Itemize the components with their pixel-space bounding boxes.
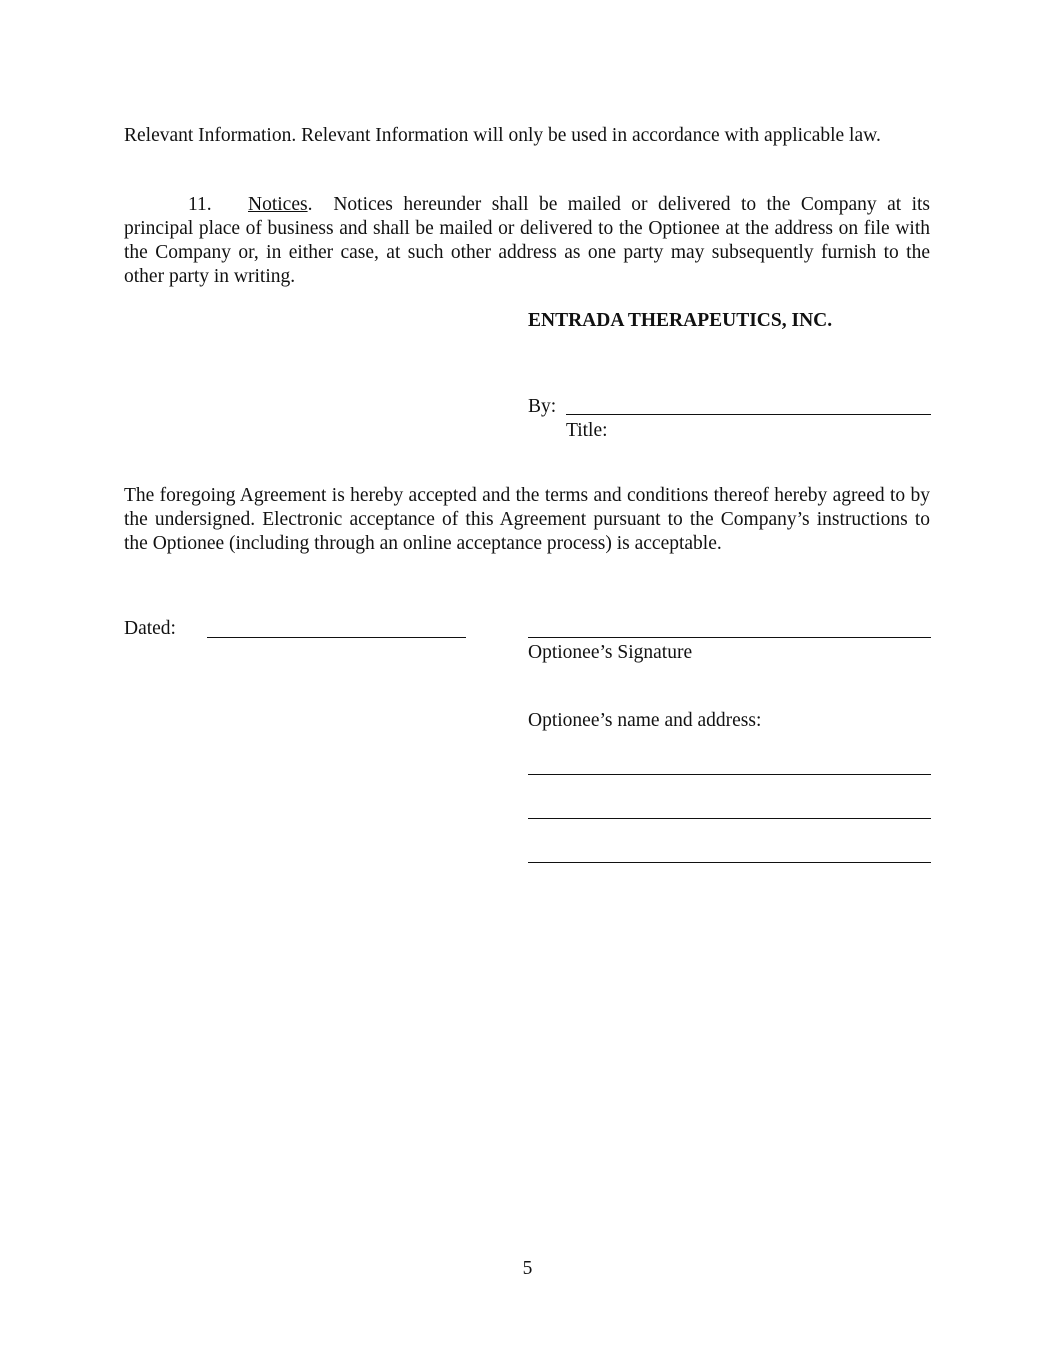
section-body: Notices hereunder shall be mailed or delivered to the Company at its principal place of business and shall be mailed or delivered to the Optionee at the address on file with the Company or, in either case, at such other address as one party may subsequently furnish to the other party in writing.: [124, 194, 931, 287]
optionee-signature-line[interactable]: [528, 637, 931, 638]
optionee-signature-caption: Optionee’s Signature: [528, 642, 693, 663]
page-number: 5: [522, 1258, 533, 1279]
section-number: 11.: [188, 194, 212, 215]
dated-label: Dated:: [124, 618, 176, 639]
by-label: By:: [528, 396, 557, 417]
company-name: ENTRADA THERAPEUTICS, INC.: [528, 310, 833, 331]
optionee-name-address-label: Optionee’s name and address:: [528, 710, 762, 731]
section-heading-period: .: [307, 194, 313, 215]
notices-section: [124, 193, 930, 289]
title-label: Title:: [566, 420, 608, 441]
acceptance-paragraph: The foregoing Agreement is hereby accepted and the terms and conditions thereof hereby agreed to by the undersigned. Electronic acceptance of this Agreement pursuant to the Company’s instructions to the Optionee (including through an online acceptance process) is acceptable.: [124, 485, 930, 554]
address-line-2[interactable]: [528, 818, 931, 819]
date-line[interactable]: [207, 637, 466, 638]
section-heading: Notices: [248, 194, 308, 215]
company-signature-line[interactable]: [566, 414, 931, 415]
continuation-paragraph: Relevant Information. Relevant Information will only be used in accordance with applicable law.: [124, 125, 881, 146]
address-line-1[interactable]: [528, 774, 931, 775]
address-line-3[interactable]: [528, 862, 931, 863]
